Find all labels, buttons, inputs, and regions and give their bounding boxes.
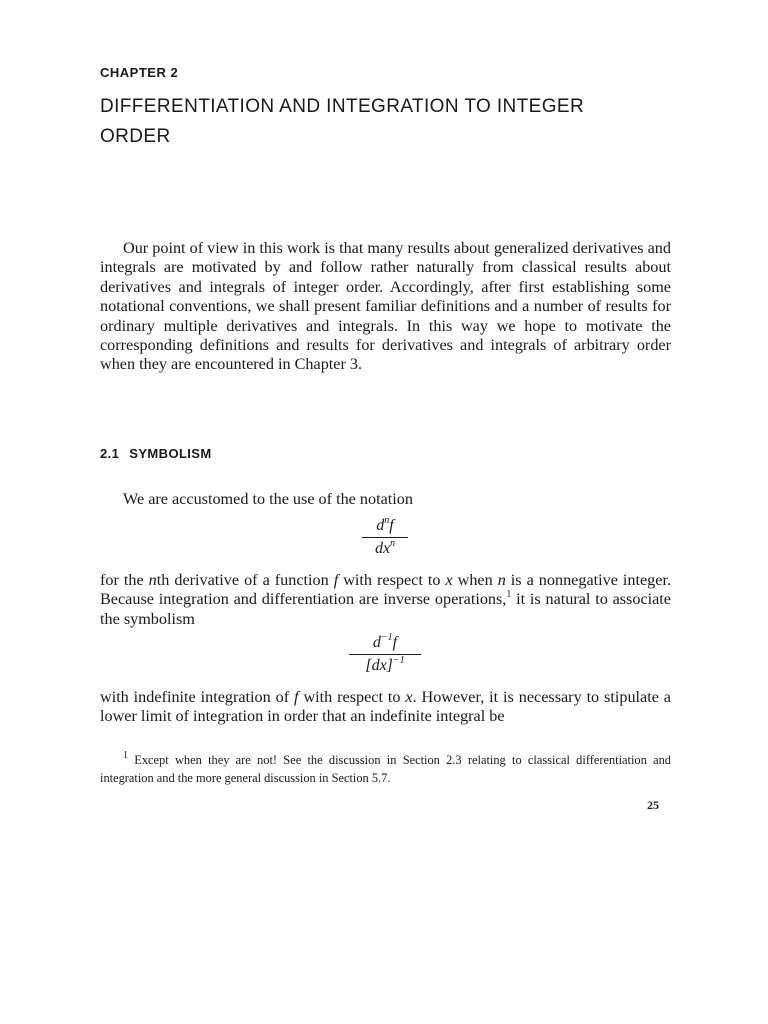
- paragraph-notation: We are accustomed to the use of the notation: [123, 490, 413, 508]
- equation-numerator: $d^{-1}f$: [372, 631, 398, 651]
- equation-numerator: $d^nf$: [376, 514, 394, 534]
- section-number: 2.1: [100, 446, 120, 461]
- intro-paragraph: Our point of view in this work is that many results about generalized derivatives and integrals are motivated by and follow rather naturally from classical results about derivatives and integrals of integer order. Accordingly, after first establishing some notational conventions, we shall present familiar definitions and a number of results for ordinary multiple derivatives and integrals. In this way we hope to motivate the corresponding definitions and results for derivatives and integrals of arbitrary order when they are encountered in Chapter 3.: [100, 239, 671, 374]
- page-number: 25: [647, 798, 659, 812]
- equation-denominator: $dx^n$: [374, 537, 396, 557]
- equation-integral-symbolism: [300, 631, 470, 675]
- paragraph-integration: with indefinite integration of f with respect to x. However, it is necessary to stipulate a lower limit of integration in order that an indefinite integral be: [100, 688, 671, 726]
- equation-denominator: [dx]$^{-1}$: [365, 654, 405, 674]
- footnote: $^1$ Except when they are not! See the discussion in Section 2.3 relating to classical differentiation and integration and the more general discussion in Section 5.7.: [100, 749, 671, 785]
- chapter-title: DIFFERENTIATION AND INTEGRATION TO INTEGER ORDER: [100, 96, 585, 147]
- section-title: SYMBOLISM: [129, 446, 212, 461]
- chapter-label: CHAPTER 2: [100, 65, 179, 80]
- equation-nth-derivative: [300, 514, 470, 558]
- paragraph-derivative: for the nth derivative of a function f with respect to x when n is a nonnegative integer. Because integration and differentiation are inverse operations,$^1$ it is natural to associate the symbolism: [100, 571, 671, 628]
- section-heading: [100, 446, 212, 461]
- footnote-reference: 1: [506, 589, 512, 601]
- footnote-marker: 1: [123, 749, 128, 761]
